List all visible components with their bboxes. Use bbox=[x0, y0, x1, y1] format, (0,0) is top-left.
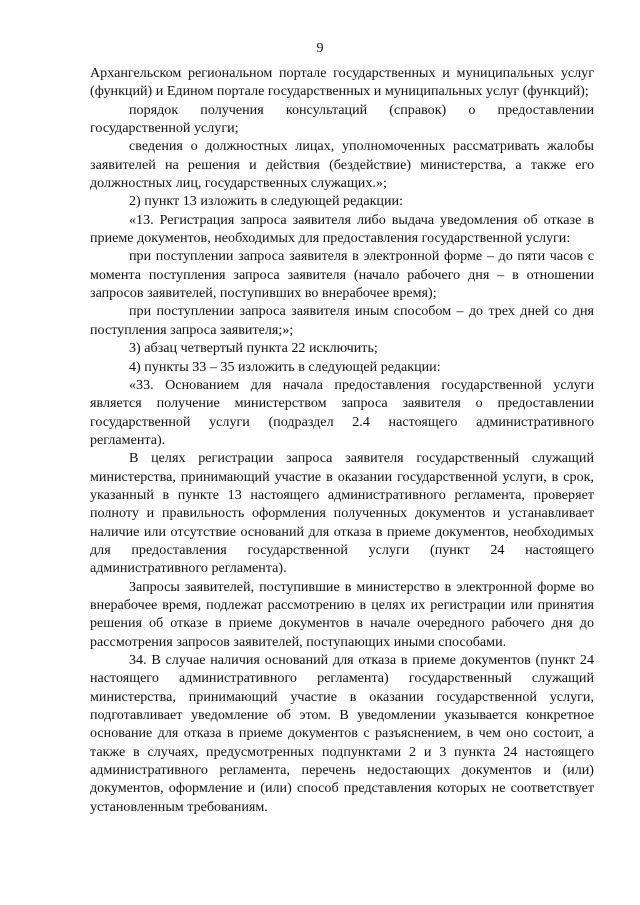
paragraph: Архангельском региональном портале государственных и муниципальных услуг (функций) и Едином портале государственных и муниципальных услуг (функций); bbox=[90, 65, 594, 100]
paragraph: В целях регистрации запроса заявителя государственный служащий министерства, принимающий участие в оказании государственной услуги, в срок, указанный в пункте 13 настоящего административного регламента, проверяет полноту и правильность оформления полученных документов и устанавливает наличие или отсутствие оснований для отказа в приеме документов, необходимых для предоставления государственной услуги (пункт 24 настоящего административного регламента). bbox=[90, 450, 594, 577]
paragraph: сведения о должностных лицах, уполномоченных рассматривать жалобы заявителей на решения и действия (бездействие) министерства, а также его должностных лиц, государственных служащих.»; bbox=[90, 138, 594, 192]
paragraph: 4) пункты 33 – 35 изложить в следующей редакции: bbox=[129, 358, 441, 375]
paragraph: «13. Регистрация запроса заявителя либо выдача уведомления об отказе в приеме документов, необходимых для предоставления государственной услуги: bbox=[90, 211, 594, 247]
paragraph: 34. В случае наличия оснований для отказа в приеме документов (пункт 24 настоящего административного регламента) государственный служащий министерства, принимающий участие в оказании государственной услуги, подготавливает уведомление об этом. В уведомлении указывается конкретное основание для отказа в приеме документов с разъяснением, в чем оно состоит, а также в случаях, предусмотренных подпунктами 2 и 3 пункта 24 настоящего административного регламента, перечень недостающих документов и (или) документов, оформление и (или) способ представления которых не соответствует установленным требованиям. bbox=[90, 652, 594, 815]
paragraph: «33. Основанием для начала предоставления государственной услуги является получение министерством запроса заявителя о предоставлении государственной услуги (подраздел 2.4 настоящего административного регламента). bbox=[90, 376, 594, 448]
paragraph: порядок получения консультаций (справок) о предоставлении государственной услуги; bbox=[90, 101, 594, 137]
paragraph: при поступлении запроса заявителя в электронной форме – до пяти часов с момента поступления запроса заявителя (начало рабочего дня – в отношении запросов заявителей, поступивших во внерабочее время); bbox=[90, 248, 594, 302]
document-body bbox=[90, 64, 594, 816]
paragraph: 2) пункт 13 изложить в следующей редакции: bbox=[129, 193, 403, 210]
paragraph: Запросы заявителей, поступившие в министерство в электронной форме во внерабочее время, подлежат рассмотрению в целях их регистрации или принятия решения об отказе в приеме документов в начале очередного рабочего дня до рассмотрения запросов заявителей, поступающих иными способами. bbox=[90, 578, 594, 650]
paragraph: при поступлении запроса заявителя иным способом – до трех дней со дня поступления запроса заявителя;»; bbox=[90, 303, 594, 338]
paragraph: 3) абзац четвертый пункта 22 исключить; bbox=[129, 340, 378, 357]
page-number: 9 bbox=[316, 41, 324, 56]
